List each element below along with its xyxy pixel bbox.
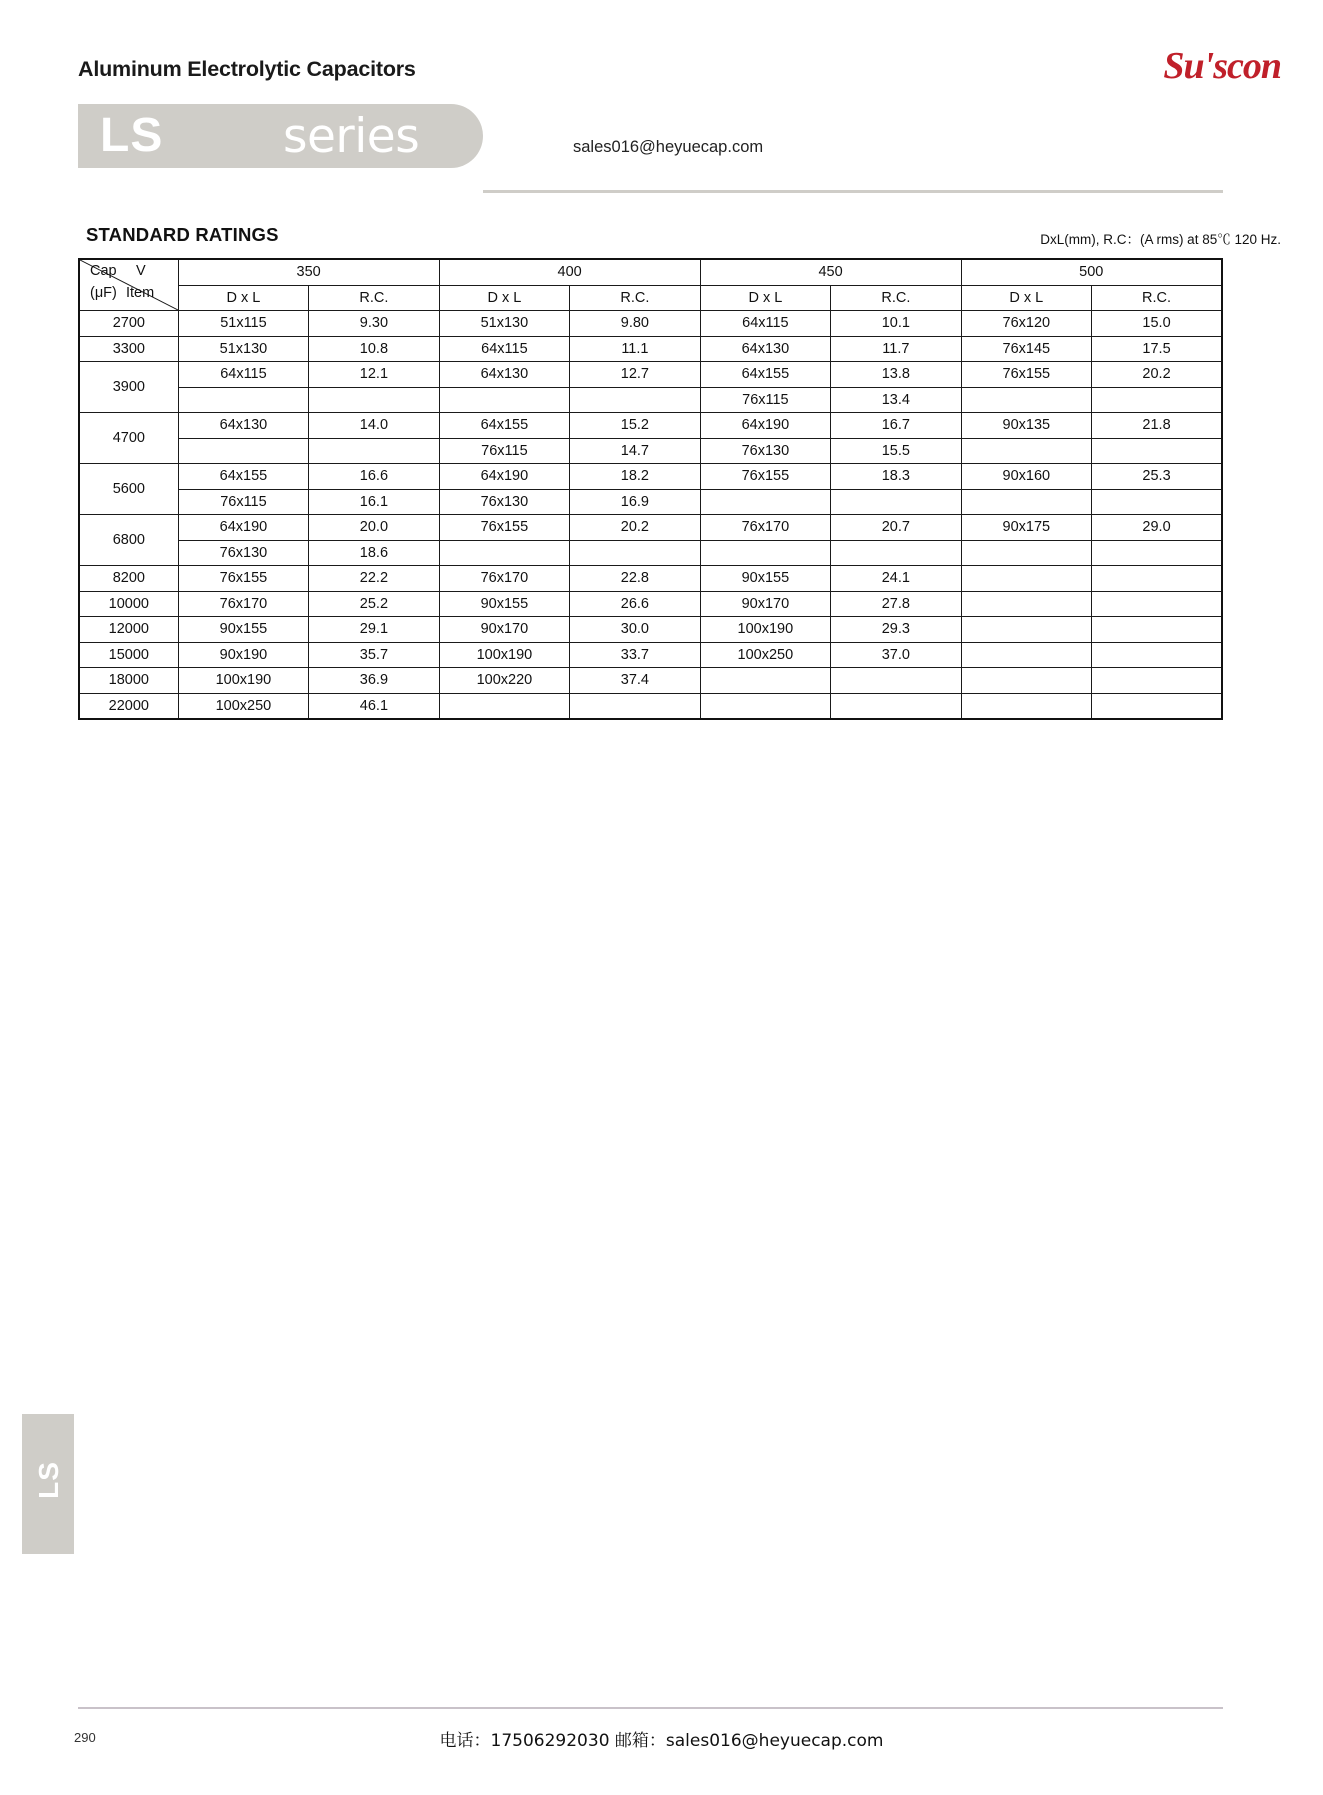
size-cell: 64x190 [439, 464, 570, 490]
size-cell [961, 617, 1092, 643]
capacitance-cell: 4700 [79, 413, 178, 464]
size-cell: 90x160 [961, 464, 1092, 490]
ripple-current-cell [831, 540, 961, 566]
size-cell: 100x190 [178, 668, 309, 694]
sub-header-cell: R.C. [309, 285, 439, 311]
ripple-current-cell: 20.2 [570, 515, 700, 541]
ripple-current-cell: 24.1 [831, 566, 961, 592]
size-cell: 76x155 [178, 566, 309, 592]
sub-header-cell: D x L [700, 285, 831, 311]
size-cell: 76x155 [961, 362, 1092, 388]
voltage-group-header: 400 [439, 259, 700, 285]
ripple-current-cell [570, 540, 700, 566]
ripple-current-cell: 15.5 [831, 438, 961, 464]
size-cell: 76x155 [439, 515, 570, 541]
size-cell: 64x130 [700, 336, 831, 362]
size-cell: 100x190 [700, 617, 831, 643]
table-row [79, 362, 1222, 388]
voltage-group-header: 450 [700, 259, 961, 285]
ripple-current-cell: 22.2 [309, 566, 439, 592]
size-cell: 100x250 [178, 693, 309, 719]
table-row-secondary [79, 540, 1222, 566]
size-cell: 76x120 [961, 311, 1092, 337]
ripple-current-cell: 35.7 [309, 642, 439, 668]
size-cell [961, 438, 1092, 464]
ripple-current-cell: 18.3 [831, 464, 961, 490]
ripple-current-cell: 26.6 [570, 591, 700, 617]
capacitance-cell: 10000 [79, 591, 178, 617]
corner-cap-label: Cap [90, 263, 117, 279]
ripple-current-cell: 13.8 [831, 362, 961, 388]
capacitance-cell: 18000 [79, 668, 178, 694]
size-cell: 76x170 [439, 566, 570, 592]
ripple-current-cell: 16.6 [309, 464, 439, 490]
ripple-current-cell: 16.7 [831, 413, 961, 439]
size-cell: 64x130 [178, 413, 309, 439]
size-cell: 76x115 [439, 438, 570, 464]
ripple-current-cell: 12.7 [570, 362, 700, 388]
size-cell: 76x130 [439, 489, 570, 515]
size-cell [700, 668, 831, 694]
ripple-current-cell [570, 693, 700, 719]
capacitance-cell: 5600 [79, 464, 178, 515]
ripple-current-cell [831, 693, 961, 719]
size-cell [961, 642, 1092, 668]
table-row [79, 617, 1222, 643]
table-header-row-voltage [79, 259, 1222, 285]
size-cell: 100x250 [700, 642, 831, 668]
sub-header-cell: R.C. [831, 285, 961, 311]
capacitance-cell: 3900 [79, 362, 178, 413]
capacitance-cell: 8200 [79, 566, 178, 592]
table-row-secondary [79, 387, 1222, 413]
ripple-current-cell: 20.2 [1092, 362, 1222, 388]
size-cell: 64x115 [178, 362, 309, 388]
size-cell [961, 591, 1092, 617]
section-note: DxL(mm), R.C：(A rms) at 85℃ 120 Hz. [1040, 232, 1281, 247]
size-cell [439, 387, 570, 413]
ripple-current-cell [309, 438, 439, 464]
capacitance-cell: 12000 [79, 617, 178, 643]
ripple-current-cell [309, 387, 439, 413]
table-row [79, 642, 1222, 668]
size-cell: 76x130 [700, 438, 831, 464]
size-cell: 64x130 [439, 362, 570, 388]
ripple-current-cell: 15.0 [1092, 311, 1222, 337]
ripple-current-cell [1092, 693, 1222, 719]
ripple-current-cell [1092, 642, 1222, 668]
side-tab [22, 1414, 74, 1554]
size-cell: 90x135 [961, 413, 1092, 439]
ripple-current-cell: 9.30 [309, 311, 439, 337]
page-number: 290 [74, 1730, 96, 1745]
voltage-group-header: 350 [178, 259, 439, 285]
size-cell [178, 387, 309, 413]
ripple-current-cell: 11.7 [831, 336, 961, 362]
header-divider [483, 190, 1223, 193]
ripple-current-cell: 11.1 [570, 336, 700, 362]
size-cell: 90x155 [178, 617, 309, 643]
size-cell: 90x155 [700, 566, 831, 592]
size-cell [961, 489, 1092, 515]
table-row [79, 464, 1222, 490]
ripple-current-cell: 18.2 [570, 464, 700, 490]
ripple-current-cell: 13.4 [831, 387, 961, 413]
table-row [79, 591, 1222, 617]
ripple-current-cell: 30.0 [570, 617, 700, 643]
table-row [79, 515, 1222, 541]
size-cell: 90x175 [961, 515, 1092, 541]
size-cell [700, 693, 831, 719]
ripple-current-cell: 46.1 [309, 693, 439, 719]
size-cell [961, 566, 1092, 592]
size-cell: 90x190 [178, 642, 309, 668]
size-cell [439, 540, 570, 566]
ripple-current-cell [831, 668, 961, 694]
footer-contact: 电话：17506292030 邮箱：sales016@heyuecap.com [439, 1731, 884, 1751]
section-title: STANDARD RATINGS [86, 224, 279, 245]
table-row [79, 668, 1222, 694]
ripple-current-cell: 36.9 [309, 668, 439, 694]
series-code: LS [100, 109, 164, 162]
size-cell: 76x115 [700, 387, 831, 413]
table-row-secondary [79, 489, 1222, 515]
table-header-row-sub [79, 285, 1222, 311]
capacitance-cell: 2700 [79, 311, 178, 337]
capacitance-cell: 3300 [79, 336, 178, 362]
size-cell: 76x170 [178, 591, 309, 617]
ripple-current-cell: 37.4 [570, 668, 700, 694]
size-cell [439, 693, 570, 719]
ripple-current-cell: 37.0 [831, 642, 961, 668]
size-cell [961, 668, 1092, 694]
size-cell: 64x190 [700, 413, 831, 439]
ripple-current-cell [1092, 387, 1222, 413]
size-cell [700, 489, 831, 515]
ripple-current-cell: 21.8 [1092, 413, 1222, 439]
size-cell: 64x115 [700, 311, 831, 337]
table-body [79, 259, 1222, 719]
ripple-current-cell: 29.1 [309, 617, 439, 643]
sub-header-cell: D x L [439, 285, 570, 311]
size-cell [178, 438, 309, 464]
voltage-group-header: 500 [961, 259, 1222, 285]
page-title: Aluminum Electrolytic Capacitors [78, 57, 416, 81]
table-corner-cell [79, 259, 178, 311]
ripple-current-cell: 10.1 [831, 311, 961, 337]
ripple-current-cell: 9.80 [570, 311, 700, 337]
table-row [79, 413, 1222, 439]
size-cell: 64x115 [439, 336, 570, 362]
ripple-current-cell [1092, 438, 1222, 464]
ripple-current-cell: 14.0 [309, 413, 439, 439]
ripple-current-cell [570, 387, 700, 413]
series-word: series [283, 109, 420, 164]
size-cell: 51x115 [178, 311, 309, 337]
size-cell: 76x145 [961, 336, 1092, 362]
ripple-current-cell: 18.6 [309, 540, 439, 566]
ripple-current-cell [1092, 540, 1222, 566]
standard-ratings-table [78, 258, 1223, 720]
ripple-current-cell: 29.0 [1092, 515, 1222, 541]
corner-cap-unit: (μF) [90, 285, 117, 301]
size-cell: 76x170 [700, 515, 831, 541]
ripple-current-cell: 33.7 [570, 642, 700, 668]
table-row [79, 566, 1222, 592]
table-row [79, 311, 1222, 337]
header-email: sales016@heyuecap.com [573, 138, 764, 156]
size-cell: 76x115 [178, 489, 309, 515]
size-cell: 100x190 [439, 642, 570, 668]
ripple-current-cell: 14.7 [570, 438, 700, 464]
ripple-current-cell: 12.1 [309, 362, 439, 388]
ripple-current-cell [1092, 668, 1222, 694]
size-cell: 76x130 [178, 540, 309, 566]
ripple-current-cell: 16.1 [309, 489, 439, 515]
size-cell: 64x155 [178, 464, 309, 490]
size-cell: 100x220 [439, 668, 570, 694]
ripple-current-cell [1092, 591, 1222, 617]
ripple-current-cell [1092, 566, 1222, 592]
size-cell: 76x155 [700, 464, 831, 490]
size-cell [961, 693, 1092, 719]
size-cell: 64x155 [700, 362, 831, 388]
ripple-current-cell: 16.9 [570, 489, 700, 515]
ripple-current-cell: 29.3 [831, 617, 961, 643]
ripple-current-cell: 15.2 [570, 413, 700, 439]
ripple-current-cell: 22.8 [570, 566, 700, 592]
size-cell: 90x155 [439, 591, 570, 617]
capacitance-cell: 6800 [79, 515, 178, 566]
table-row [79, 336, 1222, 362]
ripple-current-cell [1092, 489, 1222, 515]
sub-header-cell: D x L [178, 285, 309, 311]
brand-logo: Su'scon [1163, 45, 1281, 87]
size-cell: 64x155 [439, 413, 570, 439]
ripple-current-cell: 17.5 [1092, 336, 1222, 362]
ripple-current-cell [831, 489, 961, 515]
size-cell: 90x170 [439, 617, 570, 643]
corner-voltage-label: V [136, 263, 146, 279]
ripple-current-cell [1092, 617, 1222, 643]
capacitance-cell: 15000 [79, 642, 178, 668]
ripple-current-cell: 10.8 [309, 336, 439, 362]
ripple-current-cell: 25.2 [309, 591, 439, 617]
table-row-secondary [79, 438, 1222, 464]
corner-item-label: Item [126, 285, 155, 301]
size-cell [700, 540, 831, 566]
sub-header-cell: R.C. [1092, 285, 1222, 311]
sub-header-cell: D x L [961, 285, 1092, 311]
ripple-current-cell: 27.8 [831, 591, 961, 617]
side-tab-label: LS [33, 1461, 64, 1499]
footer-divider [78, 1707, 1223, 1709]
ripple-current-cell: 20.0 [309, 515, 439, 541]
size-cell: 64x190 [178, 515, 309, 541]
capacitance-cell: 22000 [79, 693, 178, 719]
size-cell: 51x130 [439, 311, 570, 337]
sub-header-cell: R.C. [570, 285, 700, 311]
ripple-current-cell: 20.7 [831, 515, 961, 541]
ripple-current-cell: 25.3 [1092, 464, 1222, 490]
size-cell: 51x130 [178, 336, 309, 362]
size-cell [961, 540, 1092, 566]
size-cell [961, 387, 1092, 413]
table-row [79, 693, 1222, 719]
size-cell: 90x170 [700, 591, 831, 617]
